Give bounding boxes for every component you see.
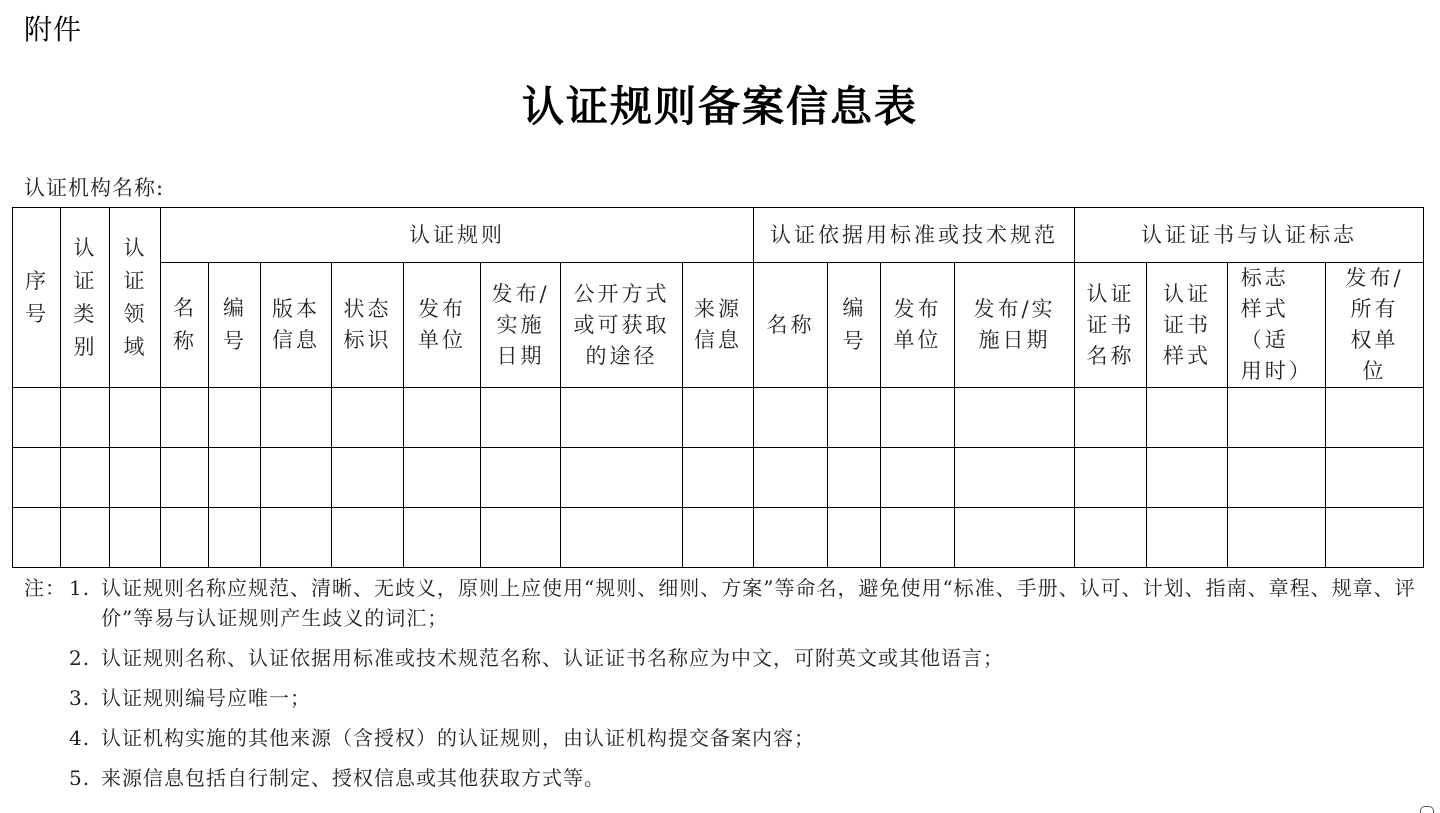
table-cell[interactable] <box>828 508 881 568</box>
header-cert-name: 认证证书名称 <box>1075 263 1147 388</box>
note-text: 认证规则编号应唯一； <box>101 686 311 710</box>
table-cell[interactable] <box>481 388 561 448</box>
header-cert-field: 认证领域 <box>110 208 161 388</box>
table-row <box>13 508 1424 568</box>
table-cell[interactable] <box>404 508 481 568</box>
header-mark-sample: 标志样式（适用时） <box>1228 263 1326 388</box>
table-cell[interactable] <box>404 388 481 448</box>
table-cell[interactable] <box>209 448 261 508</box>
note-item <box>24 573 1424 633</box>
attachment-label: 附件 <box>24 13 83 46</box>
table-row <box>13 388 1424 448</box>
notes-section <box>24 573 1424 803</box>
header-std-number: 编号 <box>828 263 881 388</box>
table-cell[interactable] <box>955 508 1075 568</box>
table-row <box>13 448 1424 508</box>
table-cell[interactable] <box>261 448 332 508</box>
table-cell[interactable] <box>481 448 561 508</box>
header-rule-dates: 发布/实施日期 <box>481 263 561 388</box>
table-cell[interactable] <box>61 388 110 448</box>
table-cell[interactable] <box>332 388 404 448</box>
table-cell[interactable] <box>881 508 955 568</box>
table-cell[interactable] <box>110 388 161 448</box>
table-cell[interactable] <box>1228 448 1326 508</box>
table-cell[interactable] <box>561 448 683 508</box>
table-cell[interactable] <box>161 388 209 448</box>
header-rule-source: 来源信息 <box>683 263 754 388</box>
note-number: 1. <box>69 576 91 600</box>
note-text: 来源信息包括自行制定、授权信息或其他获取方式等。 <box>101 766 605 790</box>
header-std-publisher: 发布单位 <box>881 263 955 388</box>
note-number: 5. <box>69 766 91 790</box>
header-cert-sample: 认证证书样式 <box>1147 263 1228 388</box>
table-cell[interactable] <box>13 508 61 568</box>
table-cell[interactable] <box>1228 388 1326 448</box>
note-item <box>24 683 1424 713</box>
table-cell[interactable] <box>110 508 161 568</box>
note-item <box>24 763 1424 793</box>
group-header-certificate-mark: 认证证书与认证标志 <box>1075 208 1424 263</box>
table-cell[interactable] <box>683 508 754 568</box>
header-seq: 序号 <box>13 208 61 388</box>
table-cell[interactable] <box>161 448 209 508</box>
table-cell[interactable] <box>261 388 332 448</box>
org-name-label: 认证机构名称: <box>24 176 165 200</box>
note-text: 认证规则名称、认证依据用标准或技术规范名称、认证证书名称应为中文，可附英文或其他语言； <box>101 646 1004 670</box>
table-cell[interactable] <box>955 448 1075 508</box>
table-cell[interactable] <box>1075 508 1147 568</box>
table-cell[interactable] <box>1326 508 1424 568</box>
header-std-name: 名称 <box>754 263 828 388</box>
table-cell[interactable] <box>332 448 404 508</box>
table-cell[interactable] <box>261 508 332 568</box>
table-cell[interactable] <box>481 508 561 568</box>
header-owner-unit: 发布/所有权单位 <box>1326 263 1424 388</box>
table-cell[interactable] <box>161 508 209 568</box>
table-cell[interactable] <box>881 388 955 448</box>
table-cell[interactable] <box>1326 448 1424 508</box>
table-cell[interactable] <box>828 448 881 508</box>
header-rule-version: 版本信息 <box>261 263 332 388</box>
table-cell[interactable] <box>754 448 828 508</box>
header-std-dates: 发布/实施日期 <box>955 263 1075 388</box>
table-cell[interactable] <box>13 388 61 448</box>
table-cell[interactable] <box>561 388 683 448</box>
table-cell[interactable] <box>683 388 754 448</box>
header-rule-status: 状态标识 <box>332 263 404 388</box>
header-rule-number: 编号 <box>209 263 261 388</box>
table-cell[interactable] <box>881 448 955 508</box>
group-header-cert-rules: 认证规则 <box>161 208 754 263</box>
table-cell[interactable] <box>1075 448 1147 508</box>
note-item <box>24 723 1424 753</box>
table-cell[interactable] <box>61 508 110 568</box>
table-cell[interactable] <box>1147 508 1228 568</box>
table-cell[interactable] <box>828 388 881 448</box>
table-cell[interactable] <box>561 508 683 568</box>
note-item <box>24 643 1424 673</box>
table-cell[interactable] <box>1075 388 1147 448</box>
header-rule-publisher: 发布单位 <box>404 263 481 388</box>
filing-info-table <box>12 207 1424 568</box>
table-cell[interactable] <box>1326 388 1424 448</box>
table-cell[interactable] <box>332 508 404 568</box>
table-cell[interactable] <box>754 508 828 568</box>
group-header-standards: 认证依据用标准或技术规范 <box>754 208 1075 263</box>
note-text: 认证规则名称应规范、清晰、无歧义，原则上应使用“规则、细则、方案”等命名，避免使用“标准、手册、认可、计划、指南、章程、规章、评价”等易与认证规则产生歧义的词汇； <box>101 576 1416 630</box>
table-cell[interactable] <box>683 448 754 508</box>
header-cert-category: 认证类别 <box>61 208 110 388</box>
table-cell[interactable] <box>13 448 61 508</box>
note-number: 3. <box>69 686 91 710</box>
table-cell[interactable] <box>61 448 110 508</box>
table-cell[interactable] <box>209 388 261 448</box>
table-cell[interactable] <box>1147 448 1228 508</box>
table-cell[interactable] <box>955 388 1075 448</box>
corner-mark-icon <box>1420 806 1434 813</box>
header-rule-access: 公开方式或可获取的途径 <box>561 263 683 388</box>
note-number: 4. <box>69 726 91 750</box>
table-cell[interactable] <box>1228 508 1326 568</box>
header-rule-name: 名称 <box>161 263 209 388</box>
table-cell[interactable] <box>754 388 828 448</box>
table-cell[interactable] <box>209 508 261 568</box>
note-number: 2. <box>69 646 91 670</box>
table-cell[interactable] <box>1147 388 1228 448</box>
table-cell[interactable] <box>404 448 481 508</box>
notes-prefix: 注： <box>24 576 66 600</box>
table-cell[interactable] <box>110 448 161 508</box>
document-title: 认证规则备案信息表 <box>521 82 918 131</box>
note-text: 认证机构实施的其他来源（含授权）的认证规则，由认证机构提交备案内容； <box>101 726 815 750</box>
